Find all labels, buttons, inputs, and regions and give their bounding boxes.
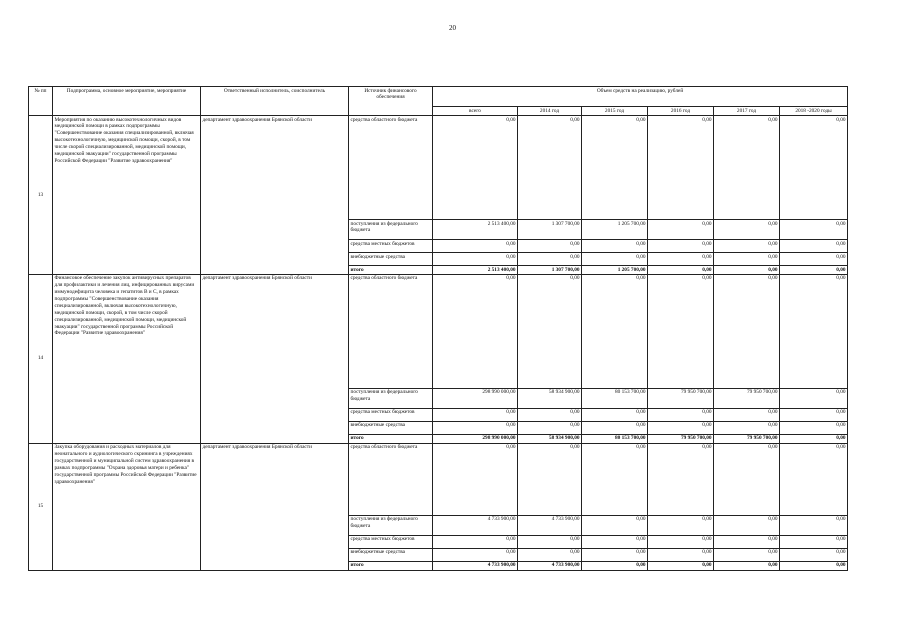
amount-cell: 4 733 900,00 [433,561,518,570]
amount-cell: 0,00 [518,443,582,515]
amount-cell: 1 307 700,00 [518,220,582,240]
amount-cell: 2 513 400,00 [433,266,518,275]
amount-cell: 0,00 [780,220,848,240]
funding-source: средства местных бюджетов [349,535,433,548]
amount-cell: 0,00 [714,561,780,570]
funding-source: итого [349,434,433,443]
amount-cell: 0,00 [714,515,780,535]
amount-cell: 298 990 000,00 [433,434,518,443]
amount-cell: 0,00 [433,253,518,266]
amount-cell: 79 950 700,00 [714,388,780,408]
budget-table [28,86,848,571]
amount-cell: 0,00 [582,548,648,561]
amount-cell: 0,00 [433,421,518,434]
funding-source: внебюджетные средства [349,421,433,434]
amount-cell: 0,00 [582,408,648,421]
amount-cell: 0,00 [780,116,848,220]
amount-cell: 0,00 [780,388,848,408]
funding-source: поступления из федерального бюджета [349,515,433,535]
amount-cell: 0,00 [648,408,714,421]
amount-cell: 0,00 [714,274,780,388]
header-source: Источник финансового обеспечения [349,87,433,116]
amount-cell: 0,00 [582,116,648,220]
amount-cell: 0,00 [433,240,518,253]
funding-source: средства местных бюджетов [349,408,433,421]
funding-source: поступления из федерального бюджета [349,220,433,240]
amount-cell: 0,00 [714,443,780,515]
header-year-2016: 2016 год [648,107,714,116]
amount-cell: 0,00 [433,116,518,220]
executor-cell: департамент здравоохранения Брянской области [201,274,349,443]
program-description: Закупка оборудования и расходных материалов для неонатального и аудиологического скрининга в учреждениях государственной и муниципальной систем здравоохранения в рамках подпрограммы "Охрана здоровья матери и ребенка" государственной программы Российской Федерации "Развитие здравоохранения" [53,443,201,570]
amount-cell: 0,00 [582,561,648,570]
amount-cell: 1 205 700,00 [582,220,648,240]
amount-cell: 0,00 [518,240,582,253]
amount-cell: 0,00 [714,253,780,266]
header-executor: Ответственный исполнитель, соисполнитель [201,87,349,116]
program-description: Финансовое обеспечение закупок антивирусных препаратов для профилактики и лечения лиц, инфицированных вирусами иммунодефицита человека и гепатитов В и С, в рамках подпрограммы "Совершенствование оказания специализированной, включая высокотехнологичную, медицинской помощи, скорой, в том числе скорой специализированной, медицинской помощи, медицинской эвакуации" государственной программы Российской Федерации "Развитие здравоохранения" [53,274,201,443]
amount-cell: 0,00 [648,515,714,535]
amount-cell: 0,00 [582,421,648,434]
amount-cell: 0,00 [648,116,714,220]
amount-cell: 0,00 [582,274,648,388]
amount-cell: 4 733 900,00 [518,515,582,535]
amount-cell: 0,00 [582,535,648,548]
amount-cell: 0,00 [518,253,582,266]
amount-cell: 0,00 [714,266,780,275]
amount-cell: 0,00 [518,274,582,388]
amount-cell: 0,00 [648,240,714,253]
amount-cell: 79 950 700,00 [714,434,780,443]
amount-cell: 2 513 400,00 [433,220,518,240]
header-year-total: всего [433,107,518,116]
amount-cell: 58 934 900,00 [518,388,582,408]
amount-cell: 298 990 000,00 [433,388,518,408]
amount-cell: 0,00 [648,253,714,266]
amount-cell: 0,00 [780,443,848,515]
funding-source: итого [349,561,433,570]
amount-cell: 80 153 700,00 [582,434,648,443]
funding-source: средства областного бюджета [349,443,433,515]
amount-cell: 0,00 [518,408,582,421]
amount-cell: 0,00 [714,116,780,220]
amount-cell: 0,00 [648,274,714,388]
table-header [29,87,848,116]
amount-cell: 0,00 [648,421,714,434]
header-volume: Объем средств на реализацию, рублей [433,87,848,107]
amount-cell: 0,00 [714,240,780,253]
program-description: Мероприятия по оказанию высокотехнологичных видов медицинской помощи в рамках подпрограммы "Совершенствование оказания специализированной, включая высокотехнологичную, медицинской помощи, скорой, в том числе скорой специализированной, медицинской помощи, медицинской эвакуации" государственной программы Российской Федерации "Развитие здравоохранения" [53,116,201,275]
funding-source: внебюджетные средства [349,548,433,561]
amount-cell: 0,00 [518,421,582,434]
amount-cell: 0,00 [518,548,582,561]
amount-cell: 0,00 [433,408,518,421]
amount-cell: 0,00 [714,408,780,421]
amount-cell: 1 307 700,00 [518,266,582,275]
row-number: 13 [29,116,53,275]
table-body [29,116,848,571]
amount-cell: 0,00 [582,240,648,253]
amount-cell: 80 153 700,00 [582,388,648,408]
amount-cell: 0,00 [648,561,714,570]
header-no: № пп [29,87,53,116]
amount-cell: 79 950 700,00 [648,388,714,408]
table-row [29,116,848,220]
header-year-2014: 2014 год [518,107,582,116]
amount-cell: 0,00 [780,434,848,443]
amount-cell: 0,00 [582,443,648,515]
amount-cell: 0,00 [780,266,848,275]
amount-cell: 0,00 [433,548,518,561]
amount-cell: 79 950 700,00 [648,434,714,443]
amount-cell: 0,00 [780,253,848,266]
amount-cell: 0,00 [433,535,518,548]
header-year-2017: 2017 год [714,107,780,116]
amount-cell: 0,00 [714,421,780,434]
amount-cell: 4 733 900,00 [433,515,518,535]
amount-cell: 0,00 [780,561,848,570]
amount-cell: 0,00 [780,515,848,535]
amount-cell: 0,00 [780,535,848,548]
table-row [29,443,848,515]
amount-cell: 1 205 700,00 [582,266,648,275]
row-number: 14 [29,274,53,443]
table-row [29,274,848,388]
amount-cell: 0,00 [648,220,714,240]
amount-cell: 0,00 [780,408,848,421]
amount-cell: 0,00 [780,240,848,253]
amount-cell: 0,00 [780,421,848,434]
executor-cell: департамент здравоохранения Брянской области [201,116,349,275]
executor-cell: департамент здравоохранения Брянской области [201,443,349,570]
amount-cell: 0,00 [518,116,582,220]
amount-cell: 0,00 [714,548,780,561]
amount-cell: 0,00 [648,266,714,275]
amount-cell: 0,00 [780,274,848,388]
amount-cell: 0,00 [433,274,518,388]
amount-cell: 58 934 900,00 [518,434,582,443]
amount-cell: 4 733 900,00 [518,561,582,570]
amount-cell: 0,00 [518,535,582,548]
amount-cell: 0,00 [433,443,518,515]
header-program: Подпрограмма, основное мероприятие, мероприятие [53,87,201,116]
page-number: 20 [449,24,456,32]
funding-source: средства областного бюджета [349,116,433,220]
funding-source: средства областного бюджета [349,274,433,388]
header-year-2018-2020: 2018 -2020 годы [780,107,848,116]
header-year-2015: 2015 год [582,107,648,116]
amount-cell: 0,00 [648,535,714,548]
row-number: 15 [29,443,53,570]
amount-cell: 0,00 [714,535,780,548]
funding-source: итого [349,266,433,275]
amount-cell: 0,00 [582,253,648,266]
amount-cell: 0,00 [582,515,648,535]
amount-cell: 0,00 [780,548,848,561]
amount-cell: 0,00 [648,548,714,561]
amount-cell: 0,00 [714,220,780,240]
funding-source: средства местных бюджетов [349,240,433,253]
funding-source: поступления из федерального бюджета [349,388,433,408]
funding-source: внебюджетные средства [349,253,433,266]
amount-cell: 0,00 [648,443,714,515]
